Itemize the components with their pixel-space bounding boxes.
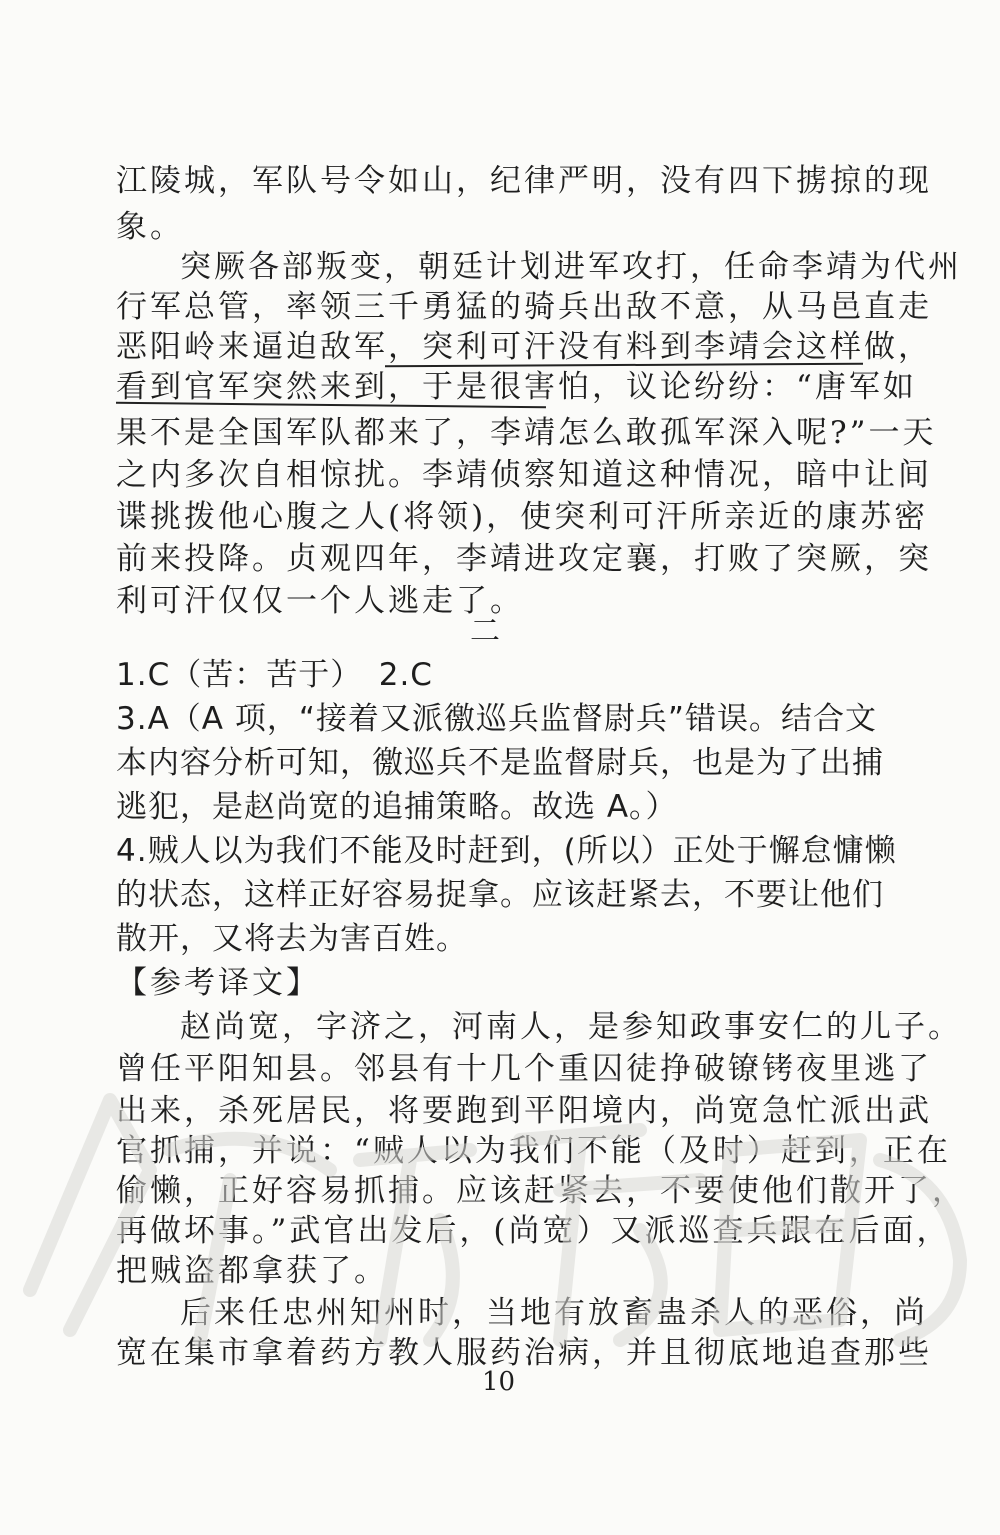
answer-line: 逃犯，是赵尚宽的追捕策略。故选 A。） <box>116 789 678 825</box>
answer-line: 本内容分析可知，徼巡兵不是监督尉兵，也是为了出捕 <box>116 745 884 781</box>
text-line: 前来投降。贞观四年，李靖进攻定襄，打败了突厥，突 <box>116 541 932 577</box>
text-line: 看到官军突然来到，于是很害怕，议论纷纷：“唐军如 <box>116 369 917 405</box>
answer-line: 1.C（苦：苦于） 2.C <box>116 657 433 693</box>
text-line: 曾任平阳知县。邻县有十几个重囚徒挣破镣铐夜里逃了 <box>116 1051 932 1087</box>
text-line: 江陵城，军队号令如山，纪律严明，没有四下掳掠的现 <box>116 163 932 199</box>
text-line: 偷懒，正好容易抓捕。应该赶紧去，不要使他们散开了， <box>116 1173 966 1209</box>
page-number: 10 <box>482 1367 516 1397</box>
text-line: 谍挑拨他心腹之人(将领)，使突利可汗所亲近的康苏密 <box>116 499 929 535</box>
text-line: 宽在集市拿着药方教人服药治病，并且彻底地追查那些 <box>116 1335 932 1371</box>
text-line: 出来，杀死居民，将要跑到平阳境内，尚宽急忙派出武 <box>116 1093 932 1129</box>
text-line: 利可汗仅仅一个人逃走了。 <box>116 583 524 619</box>
text-line: 之内多次自相惊扰。李靖侦察知道这种情况，暗中让间 <box>116 457 932 493</box>
text-line: 象。 <box>116 209 184 245</box>
section-marker: 二 <box>470 614 500 649</box>
reference-heading: 【参考译文】 <box>116 965 320 1001</box>
text-line: 赵尚宽，字济之，河南人，是参知政事安仁的儿子。 <box>180 1009 962 1045</box>
text-line: 行军总管，率领三千勇猛的骑兵出敌不意，从马邑直走 <box>116 289 932 325</box>
text-line: 把贼盗都拿获了。 <box>116 1253 388 1289</box>
text-line: 再做坏事。”武官出发后，(尚宽）又派巡查兵跟在后面， <box>116 1213 951 1249</box>
answer-line: 4.贼人以为我们不能及时赶到，(所以）正处于懈怠慵懒 <box>116 833 897 869</box>
answer-line: 的状态，这样正好容易捉拿。应该赶紧去，不要让他们 <box>116 877 884 913</box>
text-line: 突厥各部叛变，朝廷计划进军攻打，任命李靖为代州 <box>180 249 962 285</box>
answer-line: 3.A（A 项，“接着又派徼巡兵监督尉兵”错误。结合文 <box>116 701 877 737</box>
answer-line: 散开，又将去为害百姓。 <box>116 921 468 957</box>
text-line: 果不是全国军队都来了，李靖怎么敢孤军深入呢?”一天 <box>116 415 937 451</box>
text-line: 后来任忠州知州时，当地有放畜蛊杀人的恶俗，尚 <box>180 1295 928 1331</box>
text-line: 官抓捕，并说：“贼人以为我们不能（及时）赶到，正在 <box>116 1133 951 1169</box>
text-line: 恶阳岭来逼迫敌军，突利可汗没有料到李靖会这样做， <box>116 329 932 365</box>
